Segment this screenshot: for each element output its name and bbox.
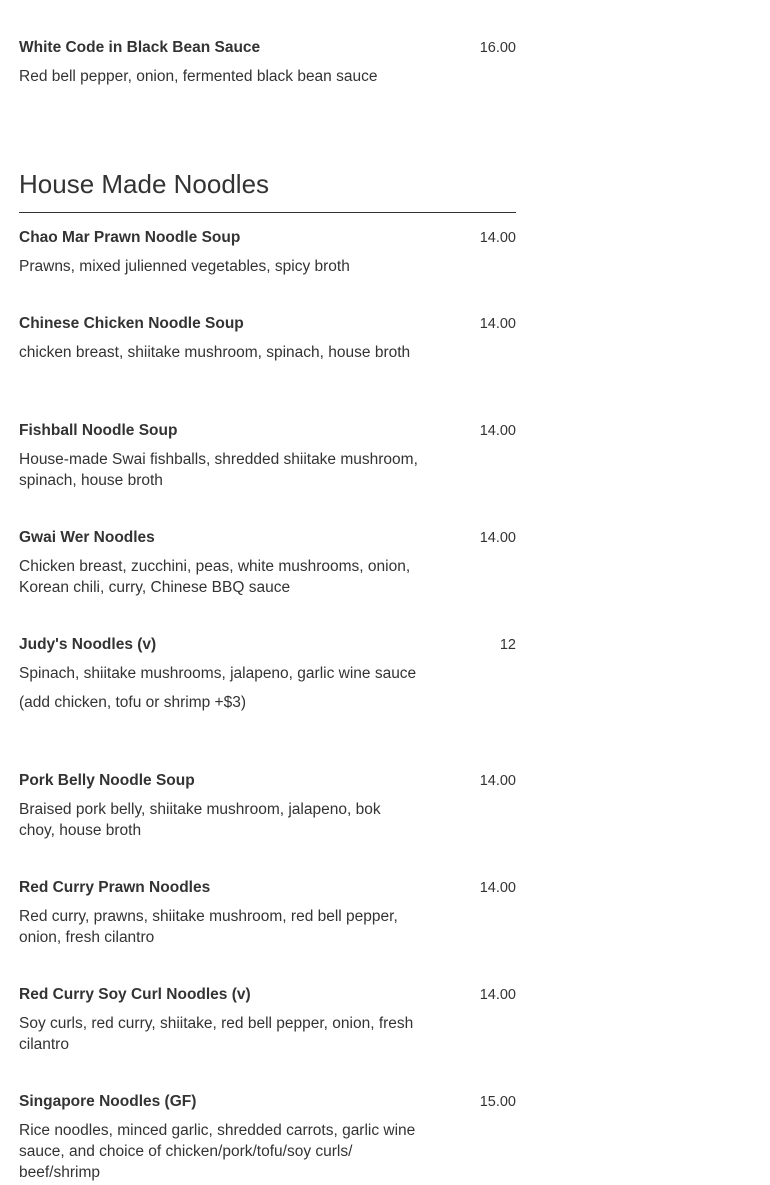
menu-item-description: Spinach, shiitake mushrooms, jalapeno, garlic wine sauce — [19, 665, 417, 682]
menu-item-price: 15.00 — [479, 1094, 516, 1110]
menu-item-name: Red Curry Prawn Noodles — [19, 879, 211, 896]
menu-item-price: 14.00 — [479, 423, 516, 439]
menu-item-header — [19, 984, 516, 1006]
menu-item — [19, 877, 516, 948]
menu-item-description: Braised pork belly, shiitake mushroom, jalapeno, bok choy, house broth — [19, 801, 381, 839]
menu-item-header — [19, 877, 516, 899]
menu-item — [19, 634, 516, 713]
menu-item-description: Prawns, mixed julienned vegetables, spicy broth — [19, 258, 350, 275]
menu-item-price: 14.00 — [479, 880, 516, 896]
menu-item-description: Soy curls, red curry, shiitake, red bell pepper, onion, fresh cilantro — [19, 1015, 414, 1053]
menu-item-description: Red curry, prawns, shiitake mushroom, red bell pepper, onion, fresh cilantro — [19, 908, 398, 946]
menu-item-header — [19, 37, 516, 59]
menu-item-header — [19, 420, 516, 442]
menu-item — [19, 420, 516, 491]
menu-item — [19, 227, 516, 277]
menu-item-name: Singapore Noodles (GF) — [19, 1093, 197, 1110]
menu-item-description: House-made Swai fishballs, shredded shiitake mushroom, spinach, house broth — [19, 451, 418, 489]
menu-item-name: Chinese Chicken Noodle Soup — [19, 315, 244, 332]
menu-item — [19, 770, 516, 841]
menu-item-header — [19, 634, 516, 656]
menu-item-price: 16.00 — [479, 40, 516, 56]
section-divider — [19, 212, 516, 213]
menu-item-name: Gwai Wer Noodles — [19, 529, 155, 546]
menu-item-description: Red bell pepper, onion, fermented black bean sauce — [19, 68, 378, 85]
menu-item-price: 14.00 — [479, 773, 516, 789]
menu-item — [19, 313, 516, 363]
menu-item-description: Chicken breast, zucchini, peas, white mushrooms, onion, Korean chili, curry, Chinese BBQ sauce — [19, 558, 411, 596]
menu-item-header — [19, 527, 516, 549]
menu-item-note: (add chicken, tofu or shrimp +$3) — [19, 694, 247, 711]
menu-item-header — [19, 1091, 516, 1113]
menu-item-price: 14.00 — [479, 530, 516, 546]
section-title: House Made Noodles — [19, 169, 270, 199]
menu-item-name: Chao Mar Prawn Noodle Soup — [19, 229, 241, 246]
menu-item-name: Red Curry Soy Curl Noodles (v) — [19, 986, 251, 1003]
menu-item-price: 12 — [499, 637, 516, 653]
menu-item-name: Judy's Noodles (v) — [19, 636, 157, 653]
menu-item-name: White Code in Black Bean Sauce — [19, 39, 261, 56]
menu-item-price: 14.00 — [479, 987, 516, 1003]
menu-item-name: Fishball Noodle Soup — [19, 422, 178, 439]
menu-item-name: Pork Belly Noodle Soup — [19, 772, 195, 789]
menu-item — [19, 527, 516, 598]
menu-item-header — [19, 227, 516, 249]
menu-item-price: 14.00 — [479, 316, 516, 332]
menu-item-header — [19, 770, 516, 792]
menu-item-price: 14.00 — [479, 230, 516, 246]
menu-item — [19, 984, 516, 1055]
menu-item-white-cod — [19, 37, 516, 87]
menu-item-description: chicken breast, shiitake mushroom, spinach, house broth — [19, 344, 411, 361]
menu-item-description: Rice noodles, minced garlic, shredded carrots, garlic wine sauce, and choice of chicken/pork/tofu/soy curls/ beef/shrimp — [19, 1122, 416, 1181]
menu-item-header — [19, 313, 516, 335]
menu-item — [19, 1091, 516, 1183]
